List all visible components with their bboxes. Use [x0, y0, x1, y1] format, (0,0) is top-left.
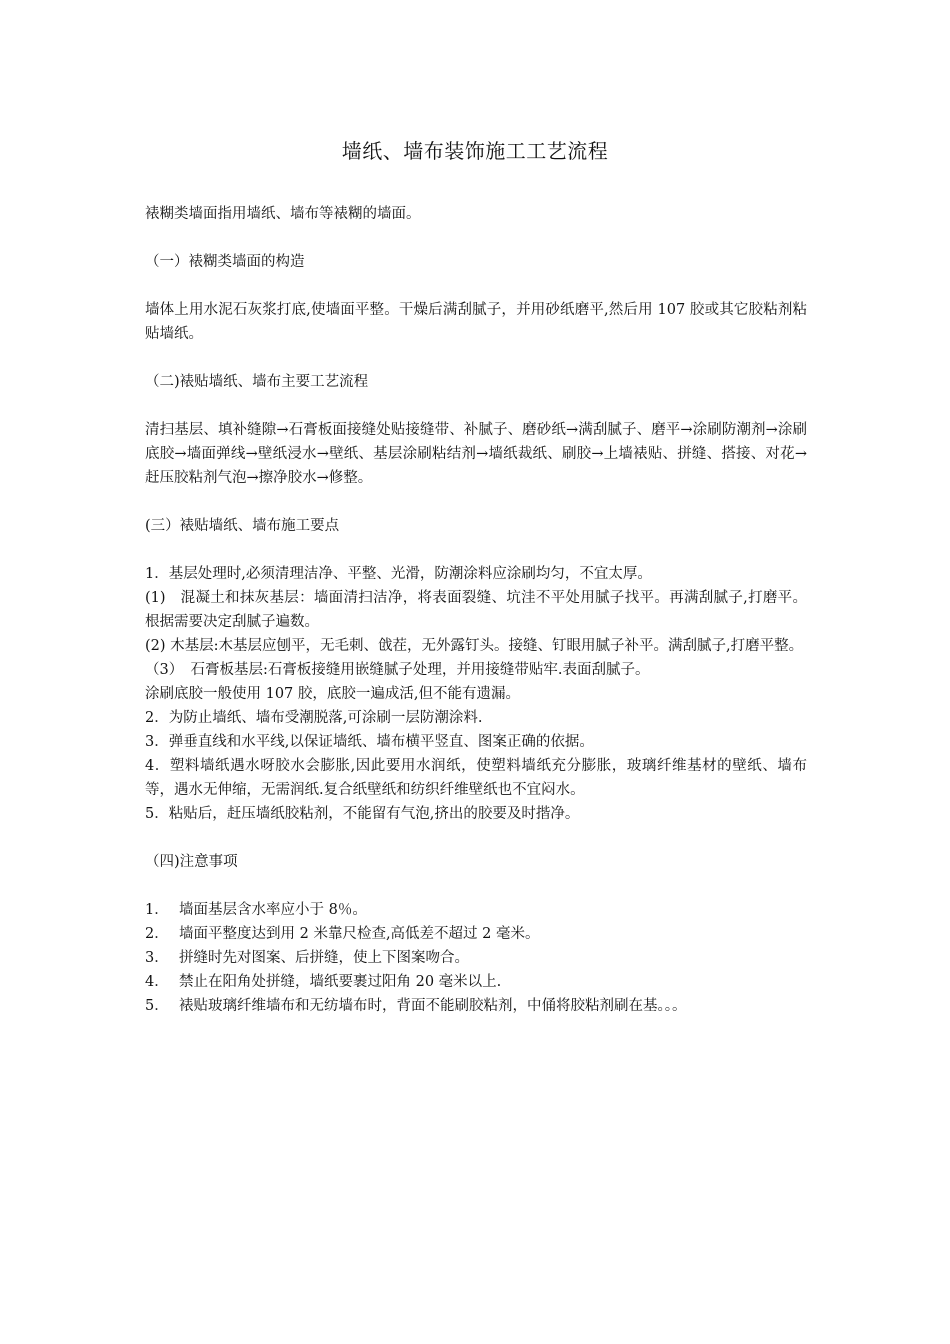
list-item-text: 拼缝时先对图案、后拼缝，使上下图案吻合。 — [179, 950, 469, 966]
section3-item: (1) 混凝土和抹灰基层：墙面清扫洁净，将表面裂缝、坑洼不平处用腻子找平。再满刮腻子,打磨平。根据需要决定刮腻子遍数。 — [145, 590, 807, 630]
intro-paragraph: 裱糊类墙面指用墙纸、墙布等裱糊的墙面。 — [145, 206, 421, 222]
list-item-text: 墙面基层含水率应小于 8％。 — [179, 902, 367, 918]
list-item-number: 1． — [145, 902, 169, 918]
section3-item: 4．塑料墙纸遇水呀胶水会膨胀,因此要用水润纸，使塑料墙纸充分膨胀，玻璃纤维基材的壁纸、墙布等，遇水无伸缩，无需润纸.复合纸壁纸和纺织纤维壁纸也不宜闷水。 — [145, 758, 807, 798]
section3-item: 涂刷底胶一般使用 107 胶，底胶一遍成活,但不能有遗漏。 — [145, 686, 521, 702]
list-item-text: 裱贴玻璃纤维墙布和无纺墙布时，背面不能刷胶粘剂，中俑将胶粘剂刷在基。。。 — [179, 998, 687, 1014]
list-item-number: 2． — [145, 926, 169, 942]
section2-body: 清扫基层、填补缝隙→石膏板面接缝处贴接缝带、补腻子、磨砂纸→满刮腻子、磨平→涂刷防潮剂→涂刷底胶→墙面弹线→壁纸浸水→壁纸、基层涂刷粘结剂→墙纸裁纸、刷胶→上墙裱贴、拼缝、搭接、对花→赶压胶粘剂气泡→擦净胶水→修整。 — [145, 422, 807, 486]
section3-item: (2) 木基层:木基层应刨平，无毛刺、戗茬，无外露钉头。接缝、钉眼用腻子补平。满刮腻子,打磨平整。 — [145, 638, 804, 654]
section1-heading: （一）裱糊类墙面的构造 — [145, 254, 305, 270]
list-item — [145, 922, 807, 946]
list-item — [145, 994, 807, 1018]
list-item — [145, 946, 807, 970]
section1-body: 墙体上用水泥石灰浆打底,使墙面平整。干燥后满刮腻子，并用砂纸磨平,然后用 107 胶或其它胶粘剂粘贴墙纸。 — [145, 302, 807, 342]
list-item-number: 5． — [145, 998, 169, 1014]
section3-item: 5．粘贴后，赶压墙纸胶粘剂，不能留有气泡,挤出的胶要及时揩净。 — [145, 806, 580, 822]
section3-item: 2．为防止墙纸、墙布受潮脱落,可涂刷一层防潮涂料. — [145, 710, 483, 726]
document-title: 墙纸、墙布装饰施工工艺流程 — [341, 139, 609, 163]
list-item-text: 禁止在阳角处拼缝，墙纸要裹过阳角 20 毫米以上. — [179, 974, 502, 990]
section4-list — [145, 898, 807, 1018]
list-item — [145, 898, 807, 922]
section4-heading: （四)注意事项 — [145, 854, 238, 870]
list-item-number: 3． — [145, 950, 169, 966]
section2-heading: （二)裱贴墙纸、墙布主要工艺流程 — [145, 374, 369, 390]
list-item — [145, 970, 807, 994]
section3-item: 3．弹垂直线和水平线,以保证墙纸、墙布横平竖直、图案正确的依据。 — [145, 734, 594, 750]
list-item-text: 墙面平整度达到用 2 米靠尺检查,高低差不超过 2 毫米。 — [179, 926, 540, 942]
section3-item: （3） 石膏板基层:石膏板接缝用嵌缝腻子处理，并用接缝带贴牢.表面刮腻子。 — [145, 662, 650, 678]
section3-heading: (三）裱贴墙纸、墙布施工要点 — [145, 518, 340, 534]
document-body — [145, 202, 807, 1018]
section3-item: 1．基层处理时,必须清理洁净、平整、光滑，防潮涂料应涂刷均匀，不宜太厚。 — [145, 566, 652, 582]
list-item-number: 4． — [145, 974, 169, 990]
